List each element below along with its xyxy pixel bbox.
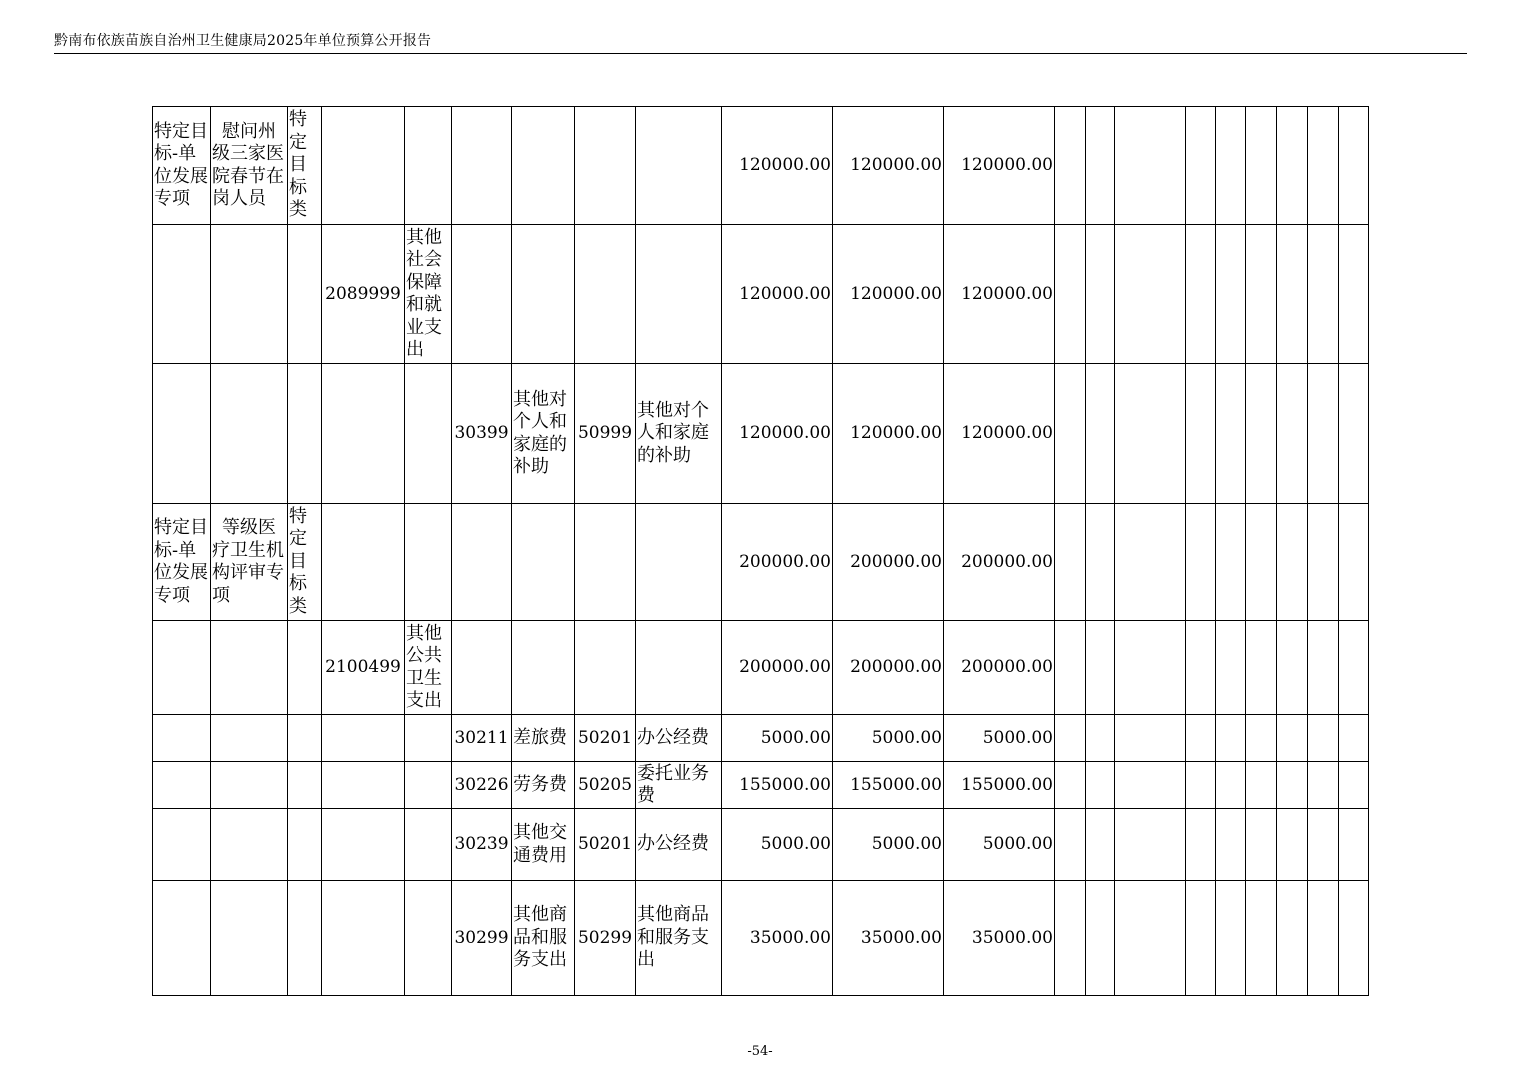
economic-name-cell [512, 621, 575, 715]
empty-cell [1308, 621, 1339, 715]
empty-cell [1277, 809, 1308, 881]
function-name-cell: 其他社会保障和就业支出 [405, 225, 452, 364]
table-row [153, 881, 1369, 996]
gov-code-cell [575, 504, 636, 621]
category-cell [153, 225, 211, 364]
total-amount-cell: 200000.00 [722, 621, 833, 715]
general-budget-amount-cell: 200000.00 [944, 621, 1055, 715]
table-row [153, 364, 1369, 504]
fiscal-amount-cell: 5000.00 [833, 715, 944, 762]
economic-code-cell: 30399 [452, 364, 512, 504]
project-name-cell [211, 762, 288, 809]
total-amount-cell: 120000.00 [722, 225, 833, 364]
function-name-cell [405, 715, 452, 762]
empty-cell [1277, 881, 1308, 996]
empty-cell [1216, 762, 1246, 809]
gov-code-cell [575, 621, 636, 715]
economic-code-cell [452, 621, 512, 715]
empty-cell [1055, 621, 1086, 715]
project-type-cell [288, 762, 322, 809]
table-row [153, 504, 1369, 621]
empty-cell [1186, 225, 1216, 364]
project-type-cell [288, 225, 322, 364]
fiscal-amount-cell: 35000.00 [833, 881, 944, 996]
fiscal-amount-cell: 200000.00 [833, 621, 944, 715]
table-row [153, 762, 1369, 809]
function-code-cell: 2100499 [322, 621, 405, 715]
empty-cell [1186, 715, 1216, 762]
general-budget-amount-cell: 5000.00 [944, 809, 1055, 881]
empty-cell [1055, 107, 1086, 225]
project-type-cell [288, 364, 322, 504]
gov-code-cell [575, 107, 636, 225]
empty-cell [1277, 762, 1308, 809]
empty-cell [1246, 225, 1277, 364]
economic-name-cell: 其他商品和服务支出 [512, 881, 575, 996]
empty-cell [1339, 762, 1369, 809]
economic-name-cell: 差旅费 [512, 715, 575, 762]
empty-cell [1216, 715, 1246, 762]
general-budget-amount-cell: 155000.00 [944, 762, 1055, 809]
category-cell [153, 762, 211, 809]
empty-cell [1308, 715, 1339, 762]
economic-code-cell [452, 225, 512, 364]
empty-cell [1086, 107, 1115, 225]
empty-cell [1277, 621, 1308, 715]
empty-cell [1055, 715, 1086, 762]
total-amount-cell: 120000.00 [722, 107, 833, 225]
empty-cell [1086, 881, 1115, 996]
empty-cell [1339, 107, 1369, 225]
empty-cell [1115, 364, 1186, 504]
empty-cell [1186, 364, 1216, 504]
function-code-cell [322, 107, 405, 225]
project-name-cell [211, 225, 288, 364]
gov-code-cell: 50205 [575, 762, 636, 809]
project-name-cell [211, 881, 288, 996]
empty-cell [1246, 504, 1277, 621]
empty-cell [1055, 809, 1086, 881]
general-budget-amount-cell: 35000.00 [944, 881, 1055, 996]
project-name-cell [211, 621, 288, 715]
empty-cell [1086, 762, 1115, 809]
empty-cell [1246, 364, 1277, 504]
empty-cell [1246, 621, 1277, 715]
general-budget-amount-cell: 120000.00 [944, 107, 1055, 225]
empty-cell [1186, 504, 1216, 621]
project-name-cell [211, 364, 288, 504]
empty-cell [1308, 504, 1339, 621]
economic-code-cell: 30226 [452, 762, 512, 809]
total-amount-cell: 5000.00 [722, 715, 833, 762]
function-name-cell: 其他公共卫生支出 [405, 621, 452, 715]
category-cell [153, 809, 211, 881]
empty-cell [1086, 225, 1115, 364]
empty-cell [1339, 504, 1369, 621]
empty-cell [1246, 715, 1277, 762]
empty-cell [1339, 225, 1369, 364]
empty-cell [1115, 225, 1186, 364]
gov-name-cell: 办公经费 [636, 809, 722, 881]
gov-code-cell: 50201 [575, 809, 636, 881]
project-type-cell [288, 621, 322, 715]
empty-cell [1216, 225, 1246, 364]
category-cell [153, 364, 211, 504]
gov-code-cell: 50299 [575, 881, 636, 996]
function-code-cell [322, 364, 405, 504]
empty-cell [1246, 881, 1277, 996]
empty-cell [1339, 715, 1369, 762]
empty-cell [1086, 715, 1115, 762]
economic-code-cell: 30299 [452, 881, 512, 996]
budget-table [152, 106, 1369, 996]
category-cell: 特定目标-单位发展专项 [153, 504, 211, 621]
function-code-cell [322, 809, 405, 881]
header-divider [54, 53, 1467, 54]
general-budget-amount-cell: 120000.00 [944, 225, 1055, 364]
function-name-cell [405, 762, 452, 809]
function-name-cell [405, 881, 452, 996]
table-row [153, 715, 1369, 762]
project-name-cell [211, 715, 288, 762]
economic-name-cell: 劳务费 [512, 762, 575, 809]
empty-cell [1216, 504, 1246, 621]
fiscal-amount-cell: 200000.00 [833, 504, 944, 621]
economic-name-cell [512, 225, 575, 364]
empty-cell [1308, 364, 1339, 504]
empty-cell [1115, 881, 1186, 996]
fiscal-amount-cell: 155000.00 [833, 762, 944, 809]
empty-cell [1055, 504, 1086, 621]
empty-cell [1086, 364, 1115, 504]
project-type-cell: 特定目标类 [288, 504, 322, 621]
total-amount-cell: 35000.00 [722, 881, 833, 996]
general-budget-amount-cell: 120000.00 [944, 364, 1055, 504]
fiscal-amount-cell: 5000.00 [833, 809, 944, 881]
economic-code-cell [452, 107, 512, 225]
gov-name-cell: 其他商品和服务支出 [636, 881, 722, 996]
empty-cell [1246, 107, 1277, 225]
category-cell [153, 715, 211, 762]
table-row [153, 225, 1369, 364]
gov-name-cell [636, 225, 722, 364]
function-name-cell [405, 107, 452, 225]
table-row [153, 809, 1369, 881]
project-name-cell: 慰问州级三家医院春节在岗人员 [211, 107, 288, 225]
empty-cell [1277, 364, 1308, 504]
page-number: -54- [747, 1044, 773, 1059]
economic-code-cell: 30239 [452, 809, 512, 881]
empty-cell [1055, 225, 1086, 364]
economic-name-cell [512, 107, 575, 225]
function-name-cell [405, 504, 452, 621]
economic-name-cell [512, 504, 575, 621]
gov-name-cell [636, 504, 722, 621]
empty-cell [1308, 225, 1339, 364]
empty-cell [1055, 881, 1086, 996]
empty-cell [1186, 881, 1216, 996]
empty-cell [1246, 762, 1277, 809]
total-amount-cell: 155000.00 [722, 762, 833, 809]
empty-cell [1115, 762, 1186, 809]
empty-cell [1308, 881, 1339, 996]
gov-name-cell [636, 621, 722, 715]
economic-name-cell: 其他交通费用 [512, 809, 575, 881]
gov-name-cell: 委托业务费 [636, 762, 722, 809]
project-type-cell [288, 881, 322, 996]
empty-cell [1186, 762, 1216, 809]
report-header: 黔南布依族苗族自治州卫生健康局2025年单位预算公开报告 [54, 33, 432, 49]
function-code-cell [322, 881, 405, 996]
gov-name-cell: 其他对个人和家庭的补助 [636, 364, 722, 504]
empty-cell [1216, 809, 1246, 881]
function-name-cell [405, 364, 452, 504]
empty-cell [1055, 364, 1086, 504]
empty-cell [1115, 809, 1186, 881]
economic-name-cell: 其他对个人和家庭的补助 [512, 364, 575, 504]
category-cell: 特定目标-单位发展专项 [153, 107, 211, 225]
empty-cell [1115, 715, 1186, 762]
empty-cell [1216, 881, 1246, 996]
empty-cell [1115, 621, 1186, 715]
empty-cell [1186, 621, 1216, 715]
gov-name-cell [636, 107, 722, 225]
total-amount-cell: 5000.00 [722, 809, 833, 881]
function-code-cell [322, 504, 405, 621]
empty-cell [1339, 881, 1369, 996]
fiscal-amount-cell: 120000.00 [833, 225, 944, 364]
project-name-cell: 等级医疗卫生机构评审专项 [211, 504, 288, 621]
project-type-cell [288, 715, 322, 762]
fiscal-amount-cell: 120000.00 [833, 364, 944, 504]
empty-cell [1277, 715, 1308, 762]
empty-cell [1308, 762, 1339, 809]
table-row [153, 107, 1369, 225]
gov-name-cell: 办公经费 [636, 715, 722, 762]
empty-cell [1339, 809, 1369, 881]
general-budget-amount-cell: 200000.00 [944, 504, 1055, 621]
economic-code-cell [452, 504, 512, 621]
table-row [153, 621, 1369, 715]
empty-cell [1086, 621, 1115, 715]
empty-cell [1246, 809, 1277, 881]
function-code-cell [322, 715, 405, 762]
total-amount-cell: 200000.00 [722, 504, 833, 621]
empty-cell [1277, 504, 1308, 621]
empty-cell [1086, 809, 1115, 881]
function-code-cell: 2089999 [322, 225, 405, 364]
fiscal-amount-cell: 120000.00 [833, 107, 944, 225]
empty-cell [1216, 364, 1246, 504]
empty-cell [1115, 107, 1186, 225]
empty-cell [1308, 107, 1339, 225]
empty-cell [1216, 107, 1246, 225]
empty-cell [1339, 621, 1369, 715]
project-name-cell [211, 809, 288, 881]
general-budget-amount-cell: 5000.00 [944, 715, 1055, 762]
category-cell [153, 621, 211, 715]
total-amount-cell: 120000.00 [722, 364, 833, 504]
empty-cell [1277, 225, 1308, 364]
function-name-cell [405, 809, 452, 881]
gov-code-cell: 50201 [575, 715, 636, 762]
empty-cell [1308, 809, 1339, 881]
function-code-cell [322, 762, 405, 809]
empty-cell [1055, 762, 1086, 809]
empty-cell [1216, 621, 1246, 715]
empty-cell [1186, 809, 1216, 881]
empty-cell [1115, 504, 1186, 621]
project-type-cell [288, 809, 322, 881]
project-type-cell: 特定目标类 [288, 107, 322, 225]
economic-code-cell: 30211 [452, 715, 512, 762]
empty-cell [1186, 107, 1216, 225]
gov-code-cell: 50999 [575, 364, 636, 504]
empty-cell [1086, 504, 1115, 621]
gov-code-cell [575, 225, 636, 364]
empty-cell [1277, 107, 1308, 225]
empty-cell [1339, 364, 1369, 504]
category-cell [153, 881, 211, 996]
